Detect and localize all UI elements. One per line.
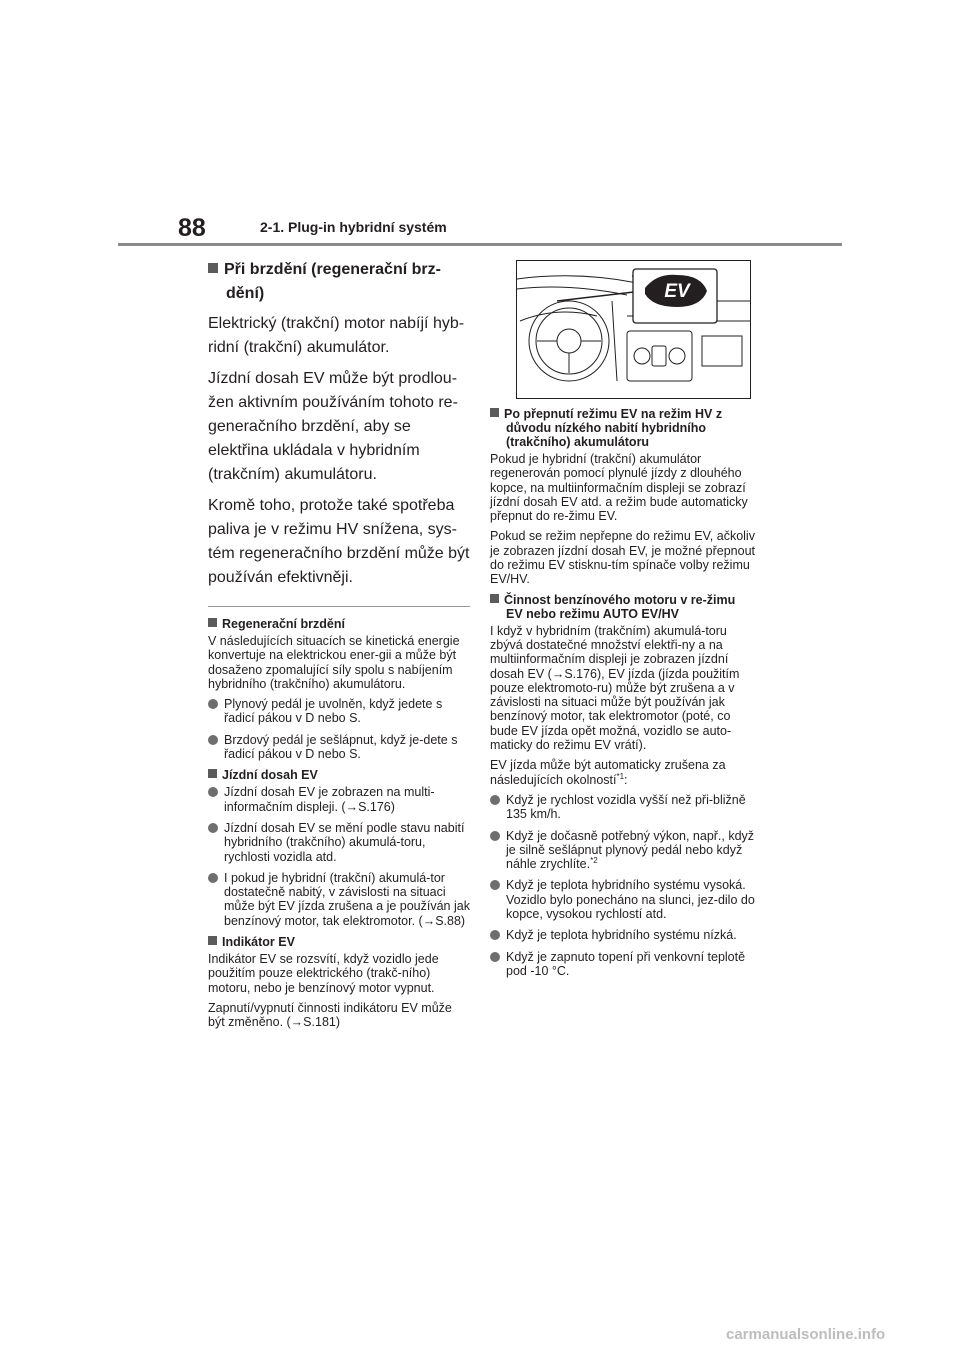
engine-operation-text-1: I když v hybridním (trakčním) akumulá-toru zbývá dostatečné množství elektři-ny a na multiinformačním displeji je zobrazen jízdní dosah EV (→S.176), EV jízda (jízda použitím pouze elektromoto-ru) může být zrušena a v závislosti na situaci může být používán jak benzínový motor, tak elektromotor (poté, co bude EV jízda opět možná, vozidlo se auto-maticky do režimu EV vrátí). <box>490 623 740 753</box>
list-item: Když je teplota hybridního systému nízká. <box>490 928 755 942</box>
bullet-dot-icon <box>208 823 218 833</box>
ev-indicator-text-1: Indikátor EV se rozsvítí, když vozidlo jede použitím pouze elektrického (trakč-ního) motoru, nebo je benzínový motor vypnut. <box>208 952 439 995</box>
list-item: Když je rychlost vozidla vyšší než při-bližně 135 km/h. <box>490 793 755 822</box>
list-item: Když je teplota hybridního systému vysoká. Vozidlo bylo ponecháno na slunci, jez-dilo do kopce, vysokou rychlostí atd. <box>490 878 755 921</box>
list-item: Jízdní dosah EV se mění podle stavu nabití hybridního (trakčního) akumulá-toru, rychlosti vozidla atd. <box>208 821 470 864</box>
regen-heading: Regenerační brzdění <box>208 617 470 631</box>
engine-operation-text-2: EV jízda může být automaticky zrušena za následujících okolností$^{*1}$: <box>490 758 726 787</box>
section-title: 2-1. Plug-in hybridní systém <box>260 219 447 235</box>
engine-operation-heading: Činnost benzínového motoru v re-žimu EV nebo režimu AUTO EV/HV <box>490 593 755 621</box>
ev-indicator-text-2: Zapnutí/vypnutí činnosti indikátoru EV může být změněno. (→S.181) <box>208 1000 452 1030</box>
bullet-dot-icon <box>490 880 500 890</box>
bullet-dot-icon <box>208 735 218 745</box>
hv-switch-text-1: Pokud je hybridní (trakční) akumulátor regenerován pomocí plynulé jízdy z dlouhého kopce, na multiinformačním displeji se zobrazí jízdní dosah EV atd. a režim bude automaticky přepnut do re-žimu EV. <box>490 452 748 524</box>
list-item: Jízdní dosah EV je zobrazen na multi-informačním displeji. (→S.176) <box>208 785 470 814</box>
watermark: carmanualsonline.info <box>726 1326 886 1343</box>
bullet-dot-icon <box>208 787 218 797</box>
regen-text: V následujících situacích se kinetická energie konvertuje na elektrickou ener-gii a může být dosaženo zpomalující síly spolu s nabíjením hybridního (trakčního) akumulátoru. <box>208 634 460 691</box>
bullet-dot-icon <box>208 873 218 883</box>
bullet-dot-icon <box>490 831 500 841</box>
square-bullet-icon <box>208 769 217 778</box>
bullet-dot-icon <box>490 952 500 962</box>
list-item: Brzdový pedál je sešlápnut, když je-dete s řadicí pákou v D nebo S. <box>208 733 470 762</box>
braking-paragraph-3: Kromě toho, protože také spotřeba paliva je v režimu HV snížena, sys-tém regeneračního brzdění může být používán efektivněji. <box>208 497 470 586</box>
dashboard-illustration <box>516 260 751 399</box>
square-bullet-icon <box>208 936 217 945</box>
footnote-ref: *1 <box>616 771 625 781</box>
bullet-dot-icon <box>490 795 500 805</box>
footnote-ref: *2 <box>590 855 598 865</box>
square-bullet-icon <box>490 594 499 603</box>
ev-range-heading: Jízdní dosah EV <box>208 768 470 782</box>
dashboard-drawing <box>517 261 750 398</box>
header-divider <box>118 243 842 246</box>
square-bullet-icon <box>490 408 499 417</box>
section-divider <box>208 606 470 607</box>
list-item: Plynový pedál je uvolněn, když jedete s řadicí pákou v D nebo S. <box>208 697 470 726</box>
left-column <box>208 258 470 1036</box>
square-bullet-icon <box>208 618 217 627</box>
list-item: Když je dočasně potřebný výkon, např., když je silně sešlápnut plynový pedál nebo když náhle zrychlíte.$^{*2}$ <box>490 829 755 872</box>
list-item: I pokud je hybridní (trakční) akumulá-tor dostatečně nabitý, v závislosti na situaci může být EV jízda zrušena a je používán jak benzínový motor, tak elektromotor. (→S.88) <box>208 871 470 928</box>
square-bullet-icon <box>208 263 218 273</box>
ev-indicator-heading: Indikátor EV <box>208 935 470 949</box>
hv-switch-text-2: Pokud se režim nepřepne do režimu EV, ačkoliv je zobrazen jízdní dosah EV, je možné přepnout do režimu EV stisknu-tím spínače volby režimu EV/HV. <box>490 529 755 587</box>
braking-paragraph-1: Elektrický (trakční) motor nabíjí hyb-ridní (trakční) akumulátor. <box>208 315 465 356</box>
right-column <box>490 260 755 985</box>
page-number: 88 <box>178 214 206 242</box>
braking-heading: Při brzdění (regenerační brz-dění) <box>208 258 470 306</box>
bullet-dot-icon <box>490 930 500 940</box>
bullet-dot-icon <box>208 699 218 709</box>
ev-indicator-icon: EV <box>664 281 690 302</box>
braking-paragraph-2: Jízdní dosah EV může být prodlou-žen aktivním používáním tohoto re-generačního brzdění, aby se elektřina ukládala v hybridním (trakčním) akumulátoru. <box>208 370 458 483</box>
hv-switch-heading: Po přepnutí režimu EV na režim HV z důvodu nízkého nabití hybridního (trakčního) akumulátoru <box>490 407 755 449</box>
list-item: Když je zapnuto topení při venkovní teplotě pod -10 °C. <box>490 950 755 979</box>
